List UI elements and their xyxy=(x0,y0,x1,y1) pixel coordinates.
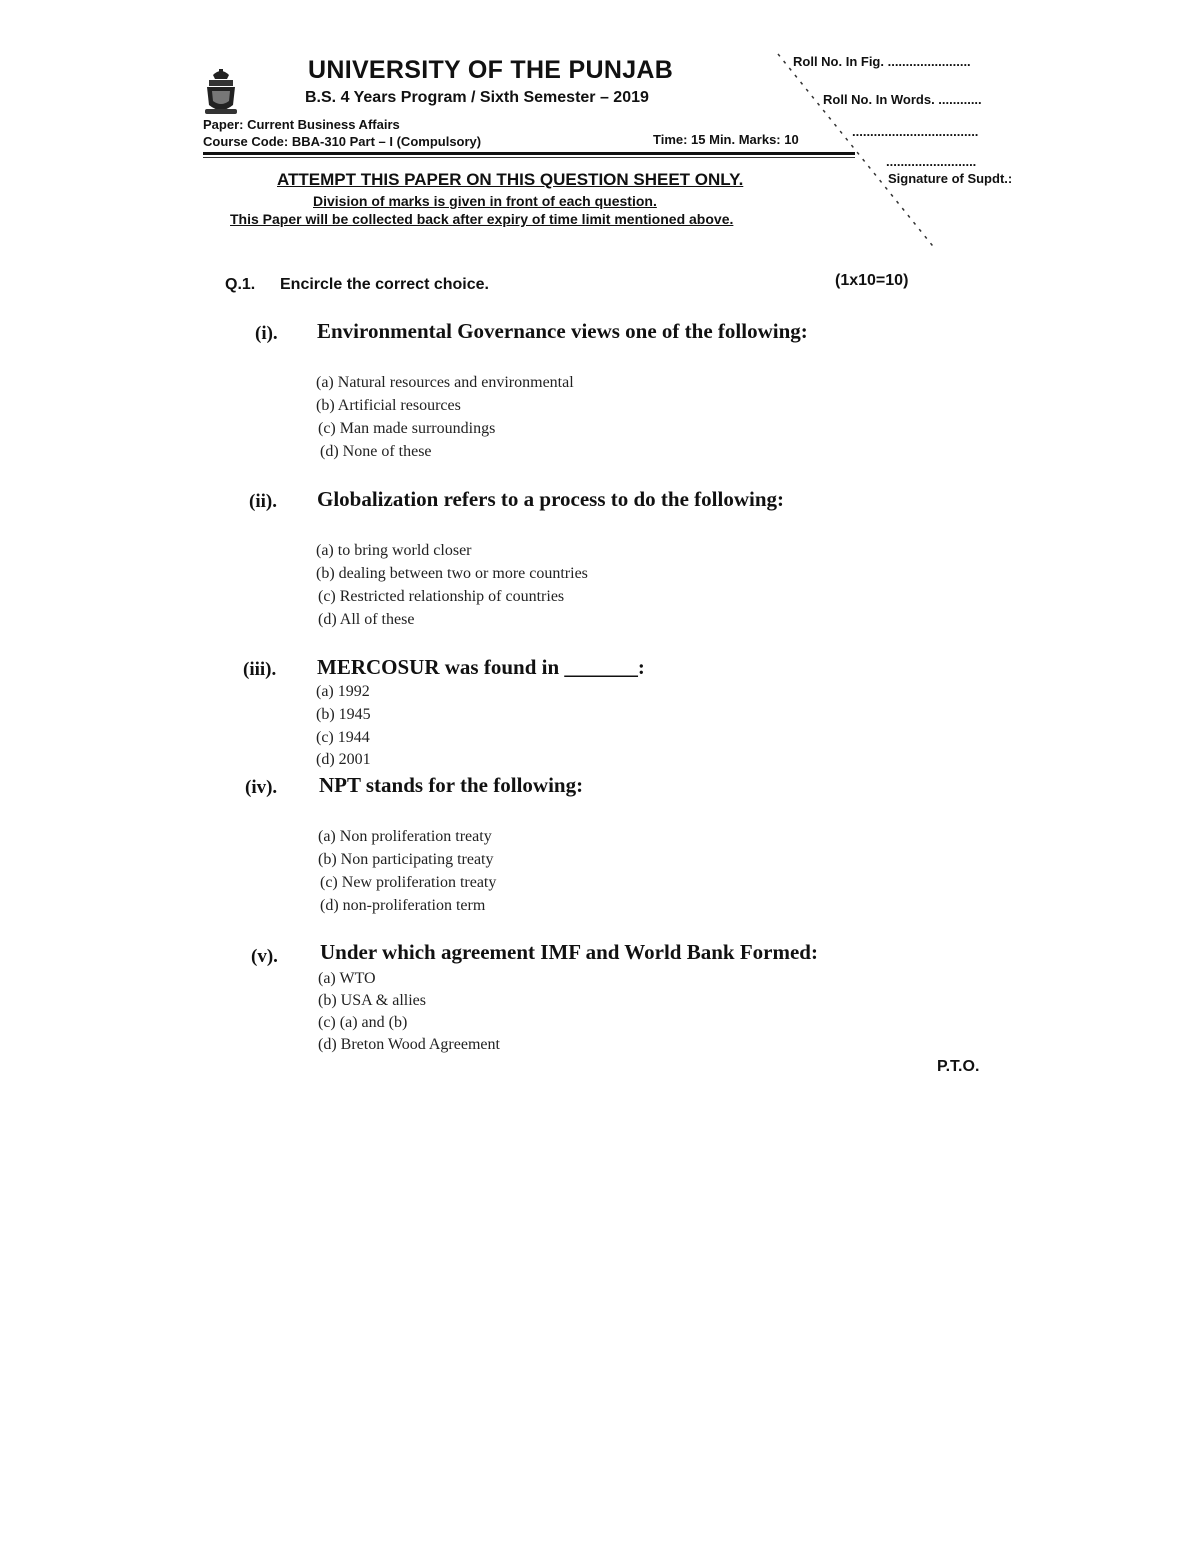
header-rule-thin xyxy=(203,157,855,158)
option-d[interactable]: (d) All of these xyxy=(318,611,415,628)
question-text: Under which agreement IMF and World Bank Formed: xyxy=(320,940,818,964)
university-crest-icon xyxy=(203,67,239,117)
roll-no-words-continuation[interactable]: ................................... xyxy=(852,124,979,139)
option-c[interactable]: (c) (a) and (b) xyxy=(318,1014,408,1031)
option-d[interactable]: (d) None of these xyxy=(320,443,432,460)
question-number: (i). xyxy=(255,323,278,344)
roll-no-in-figures[interactable]: Roll No. In Fig. ....................... xyxy=(793,54,971,69)
question-number: (v). xyxy=(251,946,278,967)
q1-instruction: Encircle the correct choice. xyxy=(280,276,489,293)
option-a[interactable]: (a) to bring world closer xyxy=(316,542,472,559)
program-line: B.S. 4 Years Program / Sixth Semester – 2019 xyxy=(305,89,649,106)
option-c[interactable]: (c) 1944 xyxy=(316,729,370,746)
q1-marks: (1x10=10) xyxy=(835,272,909,289)
option-d[interactable]: (d) non-proliferation term xyxy=(320,897,486,914)
question-number: (ii). xyxy=(249,491,277,512)
question-text: MERCOSUR was found in _______: xyxy=(317,655,645,679)
time-and-marks: Time: 15 Min. Marks: 10 xyxy=(653,132,799,147)
question-number: (iv). xyxy=(245,777,278,798)
course-code: Course Code: BBA-310 Part – I (Compulsory) xyxy=(203,134,482,149)
question-text: Globalization refers to a process to do the following: xyxy=(317,487,785,511)
supdt-signature-line[interactable]: ......................... xyxy=(886,154,977,169)
please-turn-over: P.T.O. xyxy=(937,1058,980,1075)
option-b[interactable]: (b) USA & allies xyxy=(318,992,426,1009)
question-text: Environmental Governance views one of the following: xyxy=(317,319,808,343)
roll-no-in-words[interactable]: Roll No. In Words. ............ xyxy=(823,92,982,107)
option-b[interactable]: (b) 1945 xyxy=(316,706,371,723)
option-a[interactable]: (a) Non proliferation treaty xyxy=(318,828,492,845)
question-number: (iii). xyxy=(243,659,277,680)
option-a[interactable]: (a) WTO xyxy=(318,970,376,987)
option-b[interactable]: (b) dealing between two or more countries xyxy=(316,565,588,582)
option-d[interactable]: (d) Breton Wood Agreement xyxy=(318,1036,500,1053)
q1-label: Q.1. xyxy=(225,276,256,293)
option-b[interactable]: (b) Artificial resources xyxy=(316,397,461,414)
question-text: NPT stands for the following: xyxy=(319,773,584,797)
notice-paper-collected: This Paper will be collected back after expiry of time limit mentioned above. xyxy=(230,211,734,227)
option-a[interactable]: (a) 1992 xyxy=(316,683,370,700)
option-b[interactable]: (b) Non participating treaty xyxy=(318,851,494,868)
notice-attempt-on-sheet: ATTEMPT THIS PAPER ON THIS QUESTION SHEET ONLY. xyxy=(277,170,744,189)
notice-division-of-marks: Division of marks is given in front of each question. xyxy=(313,193,657,209)
header-rule-thick xyxy=(203,152,855,155)
paper-name: Paper: Current Business Affairs xyxy=(203,117,400,132)
supdt-signature-label: Signature of Supdt.: xyxy=(888,171,1013,186)
option-c[interactable]: (c) Restricted relationship of countries xyxy=(318,588,565,605)
option-d[interactable]: (d) 2001 xyxy=(316,751,371,768)
option-c[interactable]: (c) Man made surroundings xyxy=(318,420,496,437)
university-title: UNIVERSITY OF THE PUNJAB xyxy=(308,56,674,84)
option-c[interactable]: (c) New proliferation treaty xyxy=(320,874,497,891)
option-a[interactable]: (a) Natural resources and environmental xyxy=(316,374,574,391)
